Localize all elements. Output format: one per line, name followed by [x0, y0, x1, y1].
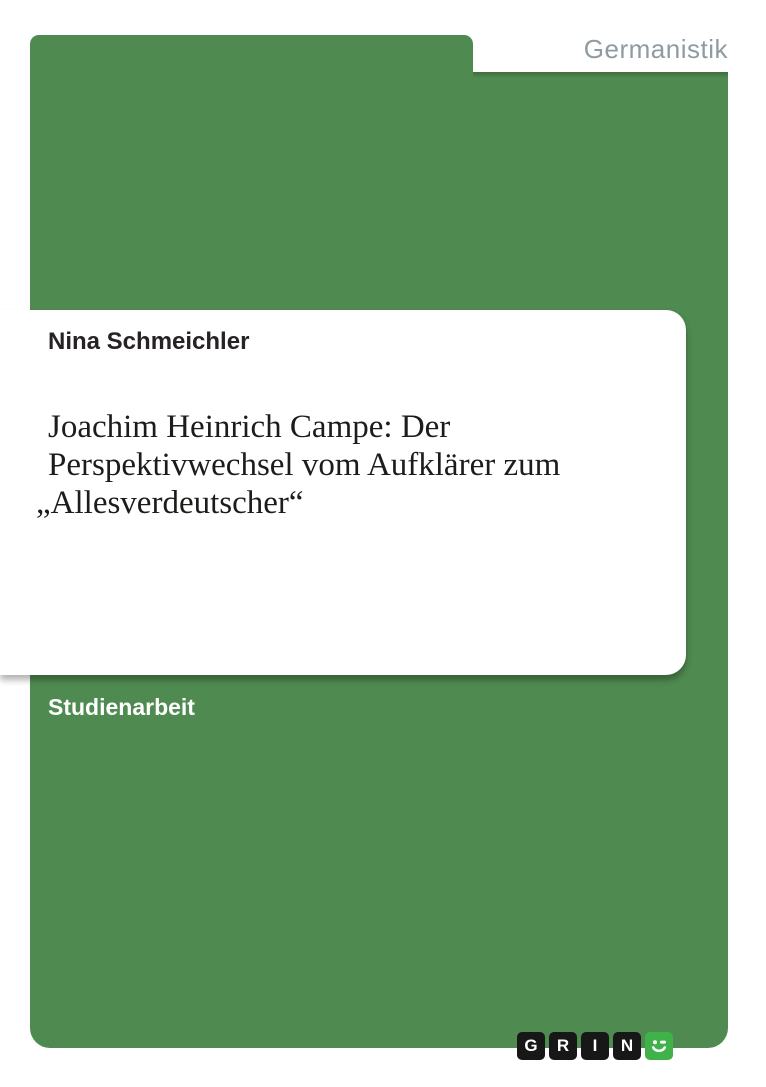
book-title: [36, 408, 646, 522]
title-line: Joachim Heinrich Campe: Der: [48, 409, 451, 445]
title-line: „Allesverdeutscher“: [36, 485, 304, 521]
title-line: Perspektivwechsel vom Aufklärer zum: [48, 447, 561, 483]
tab-step-shadow: [473, 72, 728, 78]
document-type-label: Studienarbeit: [48, 694, 195, 720]
logo-letter-i: I: [581, 1032, 609, 1060]
title-card: [0, 310, 686, 675]
grin-logo: [517, 1032, 673, 1060]
logo-letter-n: N: [613, 1032, 641, 1060]
smiley-icon: [645, 1032, 673, 1060]
logo-letter-g: G: [517, 1032, 545, 1060]
category-label: Germanistik: [583, 34, 728, 64]
author-name: Nina Schmeichler: [48, 328, 250, 355]
logo-letter-r: R: [549, 1032, 577, 1060]
